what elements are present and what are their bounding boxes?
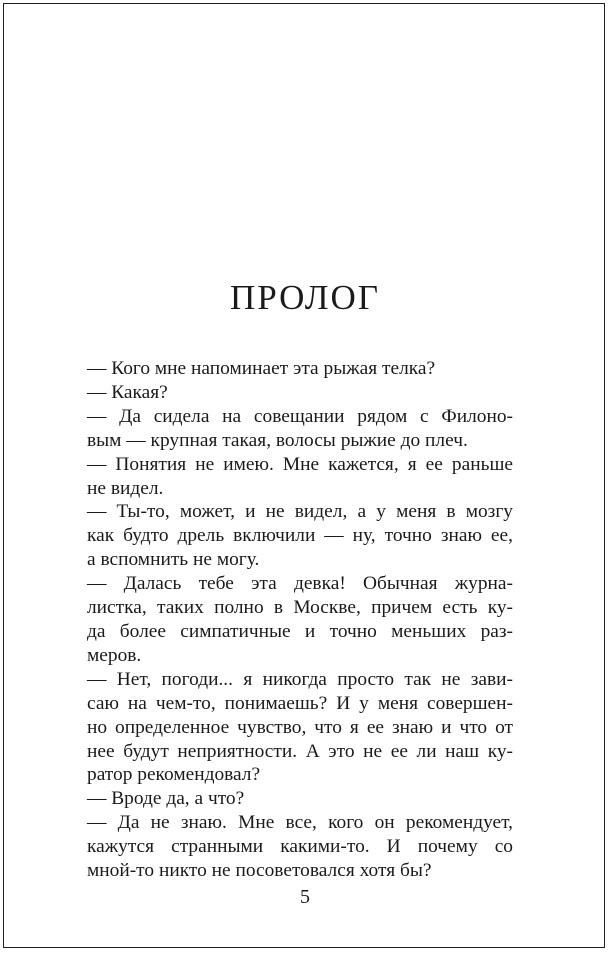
- paragraph: [87, 357, 513, 381]
- text-line: — Понятия не имею. Мне кажется, я ее раньше: [87, 453, 513, 475]
- text-line: — Нет, погоди... я никогда просто так не зави-: [87, 668, 513, 690]
- text-line: мной-то никто не посоветовался хотя бы?: [87, 860, 432, 882]
- page-number: 5: [300, 886, 310, 908]
- text-line: — Какая?: [87, 381, 168, 403]
- text-line: не видел.: [87, 477, 164, 499]
- text-line: — Да не знаю. Мне все, кого он рекомендует,: [87, 812, 513, 834]
- text-line: — Далась тебе эта девка! Обычная журна-: [87, 573, 513, 595]
- text-line: как будто дрель включили — ну, точно знаю ее,: [87, 525, 513, 547]
- text-line: кажутся странными какими-то. И почему со: [87, 836, 513, 858]
- paragraph: [87, 668, 513, 788]
- chapter-title: ПРОЛОГ: [230, 278, 380, 317]
- text-line: саю на чем-то, понимаешь? И у меня совершен-: [87, 692, 513, 714]
- text-line: но определенное чувство, что я ее знаю и что от: [87, 716, 513, 738]
- text-line: меров.: [87, 644, 142, 666]
- text-line: нее будут неприятности. А это не ее ли наш ку-: [87, 740, 513, 762]
- text-line: вым — крупная такая, волосы рыжие до плеч.: [87, 429, 468, 451]
- text-line: листка, таких полно в Москве, причем есть ку-: [87, 597, 513, 619]
- paragraph: [87, 405, 513, 453]
- paragraph: [87, 811, 513, 883]
- text-line: а вспомнить не могу.: [87, 549, 260, 571]
- text-line: — Кого мне напоминает эта рыжая телка?: [87, 358, 436, 379]
- text-line: да более симпатичные и точно меньших раз-: [87, 620, 513, 642]
- text-line: — Вроде да, а что?: [87, 788, 245, 810]
- text-line: ратор рекомендовал?: [87, 764, 261, 786]
- paragraph: [87, 453, 513, 501]
- paragraph: [87, 572, 513, 668]
- text-line: — Да сидела на совещании рядом с Филоно-: [87, 405, 513, 427]
- paragraph: [87, 381, 513, 405]
- paragraph: [87, 787, 513, 811]
- text-line: — Ты-то, может, и не видел, а у меня в мозгу: [87, 501, 513, 523]
- paragraph: [87, 500, 513, 572]
- body-text: [87, 357, 513, 883]
